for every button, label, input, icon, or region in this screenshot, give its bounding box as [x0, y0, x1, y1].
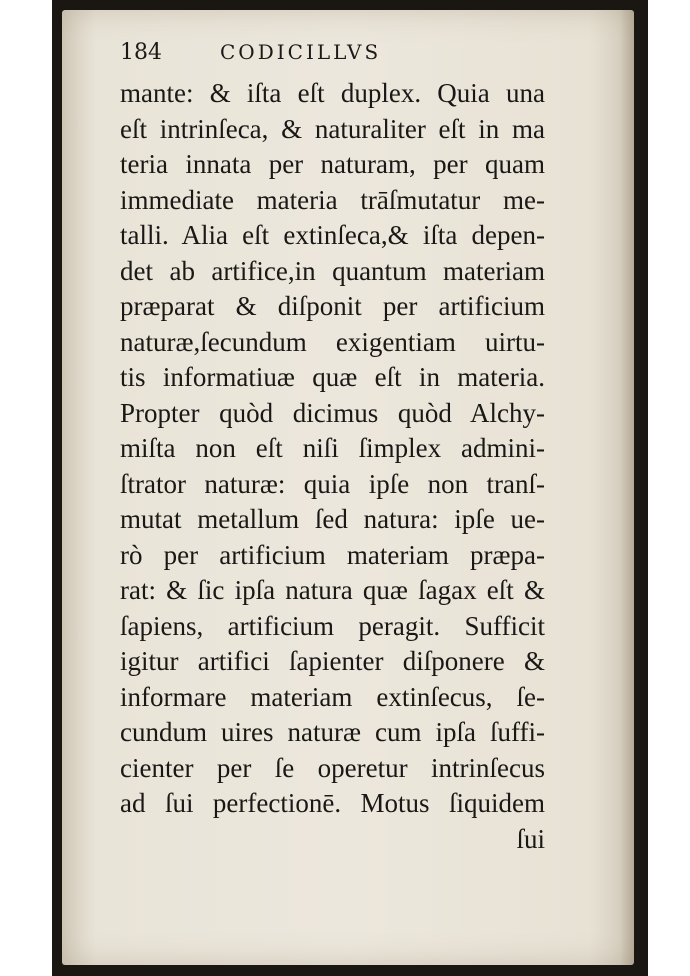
text-line: rò per artificium materiam præpa- [120, 539, 545, 570]
text-line: rat: & ſic ipſa natura quæ ſagax eſt & [120, 575, 545, 605]
running-head: CODICILLVS [220, 40, 382, 64]
text-line: tis informatiuæ quæ eſt in materia. [120, 362, 545, 392]
catchword: ſui [516, 823, 545, 854]
text-line: ſapiens, artificium peragit. Sufficit [120, 610, 545, 641]
page-header [120, 40, 540, 74]
text-line: cundum uires naturæ cum ipſa ſuffi- [120, 717, 545, 747]
text-line: informare materiam extinſecus, ſe- [120, 681, 545, 712]
text-line: cienter per ſe operetur intrinſecus [120, 752, 545, 783]
text-line: talli. Alia eſt extinſeca,& iſta depen- [120, 220, 545, 250]
text-line: naturæ,ſecundum exigentiam uirtu- [120, 326, 545, 357]
text-line: miſta non eſt niſi ſimplex admini- [120, 433, 545, 463]
text-line: præparat & diſponit per artificium [120, 291, 545, 321]
text-line: igitur artifici ſapienter diſponere & [120, 646, 545, 676]
text-line: mutat metallum ſed natura: ipſe ue- [120, 504, 545, 534]
page-edge-shadow [620, 10, 634, 965]
text-line: mante: & iſta eſt duplex. Quia una [120, 78, 545, 108]
text-line: ad ſui perfectionē. Motus ſiquidem [120, 788, 545, 818]
text-line: ſtrator naturæ: quia ipſe non tranſ- [120, 468, 545, 499]
text-line: eſt intrinſeca, & naturaliter eſt in ma [120, 113, 545, 144]
text-line: teria innata per naturam, per quam [120, 149, 545, 179]
text-line: immediate materia trāſmutatur me- [120, 184, 545, 215]
page-number: 184 [120, 40, 162, 65]
text-line: det ab artifice,in quantum materiam [120, 255, 545, 286]
text-line: Propter quòd dicimus quòd Alchy- [120, 397, 545, 428]
body-text [120, 76, 545, 857]
